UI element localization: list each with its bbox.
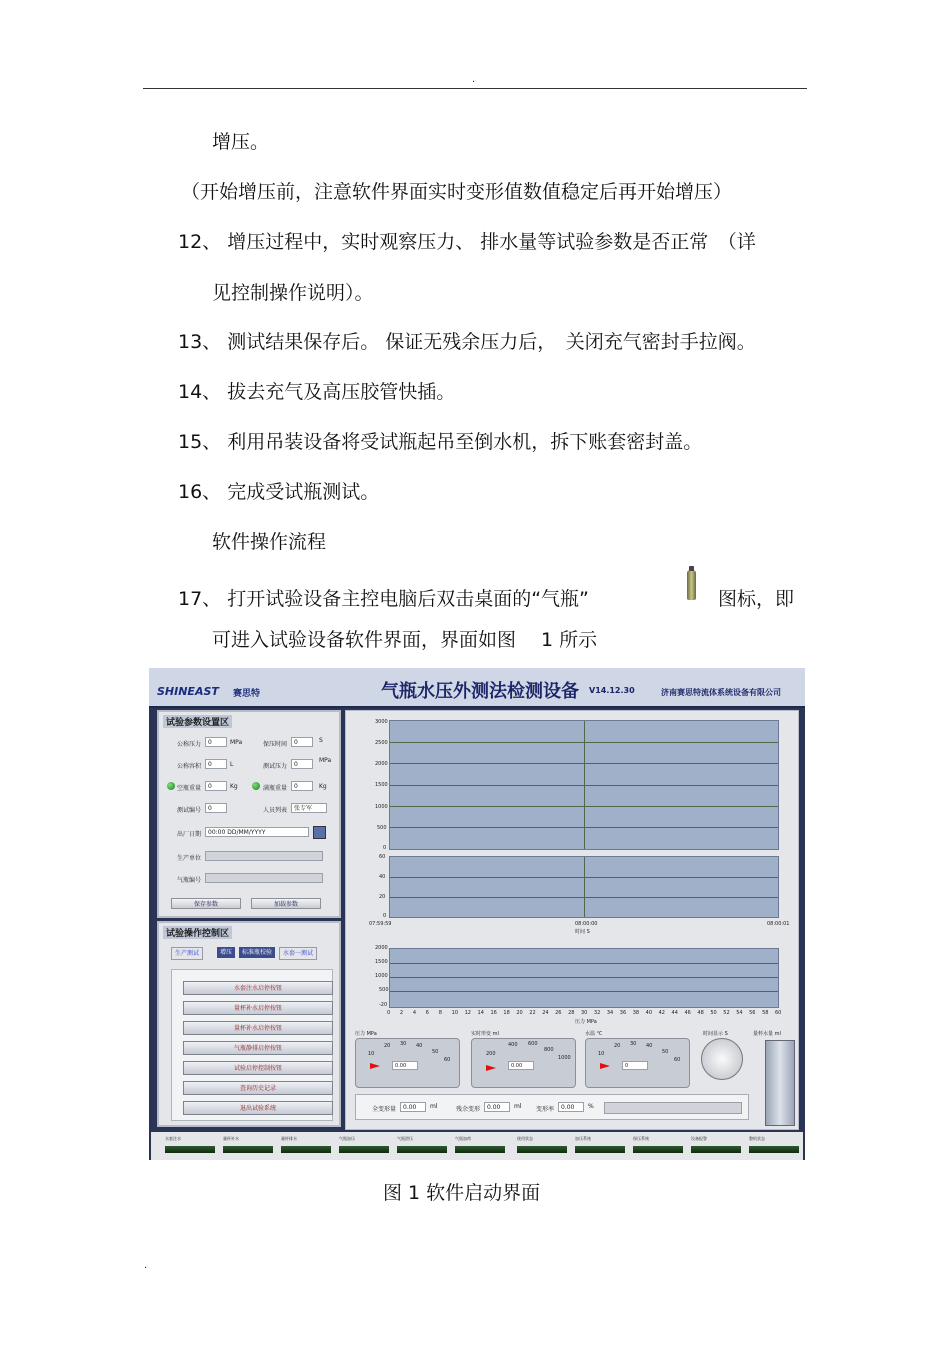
total-deform-value: 0.00 — [400, 1102, 426, 1112]
chart-3-y-tick: 2000 — [375, 945, 388, 951]
paragraph-5: 13、 测试结果保存后。 保证无残余压力后， 关闭充气密封手拉阀。 — [178, 331, 756, 353]
total-deform-label: 全变形量 — [372, 1106, 397, 1113]
maker-label: 生产单位 — [177, 855, 202, 862]
brand-logo: SHINEAST — [157, 685, 219, 698]
chart-3-x-tick: 38 — [632, 1010, 640, 1016]
status-led — [691, 1146, 741, 1153]
result-status-field — [604, 1102, 742, 1114]
status-led — [397, 1146, 447, 1153]
paragraph-2: （开始增压前，注意软件界面实时变形值数值稳定后再开始增压） — [181, 181, 733, 203]
param-panel — [157, 710, 341, 918]
paragraph-4: 见控制操作说明）。 — [212, 282, 374, 304]
chart-3-x-tick: 36 — [619, 1010, 627, 1016]
gauge-scale-label: 600 — [528, 1041, 538, 1047]
chart-1-plot — [389, 720, 779, 850]
status-label: 整机状态 — [749, 1136, 765, 1141]
paragraph-10: 可进入试验设备软件界面，界面如图 1 所示 — [212, 629, 598, 651]
gauge-scale-label: 40 — [646, 1043, 653, 1049]
hold-time-unit: S — [319, 737, 323, 744]
full-weight-led — [252, 782, 260, 790]
empty-weight-field[interactable]: 0 — [205, 781, 227, 791]
gauge-3-label: 水温 ℃ — [585, 1031, 603, 1037]
hold-time-field[interactable]: 0 — [291, 737, 313, 747]
app-header — [149, 668, 805, 708]
gauge-scale-label: 1000 — [558, 1055, 571, 1061]
brand-logo-cn: 赛思特 — [233, 689, 261, 699]
gauge-3-value: 0 — [622, 1061, 648, 1070]
chart-1-y-tick: 1500 — [375, 782, 388, 788]
chart-2-y-tick: 0 — [383, 913, 387, 919]
chart-3-x-tick: 12 — [464, 1010, 471, 1016]
chart-2-y-tick: 20 — [379, 894, 386, 900]
status-label: 气瓶加压 — [339, 1136, 355, 1141]
gauge-scale-label: 200 — [486, 1051, 496, 1057]
gauge-scale-label: 40 — [416, 1043, 423, 1049]
chart-2-y-tick: 40 — [379, 874, 386, 880]
paragraph-9-tail: 图标，即 — [718, 588, 795, 610]
app-version: V14.12.30 — [589, 686, 635, 695]
chart-3-x-tick: 18 — [503, 1010, 510, 1016]
nominal-volume-unit: L — [230, 761, 234, 768]
cup-label: 量杯水量 ml — [753, 1031, 781, 1037]
test-pressure-unit: MPa — [319, 757, 332, 764]
residual-deform-value: 0.00 — [484, 1102, 510, 1112]
status-led — [165, 1146, 215, 1153]
chart-3-x-tick: 60 — [775, 1010, 782, 1016]
gauge-scale-label: 400 — [508, 1042, 518, 1048]
timer-dial-icon — [701, 1038, 743, 1080]
empty-weight-label: 空瓶重量 — [177, 785, 202, 792]
test-pressure-field[interactable]: 0 — [291, 759, 313, 769]
gauge-scale-label: 20 — [384, 1043, 391, 1049]
chart-3-x-tick: 58 — [762, 1010, 769, 1016]
operator-label: 人员列表 — [263, 807, 288, 814]
cup-refill-button[interactable]: 量杯补水启停按钮 — [183, 1001, 333, 1015]
cylinder-no-field[interactable] — [205, 873, 323, 883]
gauge-needle — [370, 1063, 380, 1069]
gauge-1-label: 压力 MPa — [355, 1031, 377, 1037]
full-weight-unit: Kg — [319, 783, 327, 790]
test-no-field[interactable]: 0 — [205, 803, 227, 813]
tab-standard-calibration[interactable]: 标准瓶校验 — [239, 947, 275, 958]
chart-3-x-tick: 2 — [399, 1010, 404, 1016]
status-label: 量杯补水 — [223, 1136, 239, 1141]
footer-mark: . — [144, 1260, 148, 1271]
full-weight-field[interactable]: 0 — [291, 781, 313, 791]
temperature-gauge — [585, 1038, 690, 1088]
status-led — [223, 1146, 273, 1153]
gauge-scale-label: 20 — [614, 1043, 621, 1049]
residual-deform-label: 残余变形 — [456, 1106, 481, 1113]
full-weight-label: 满瓶重量 — [263, 785, 288, 792]
chart-1-y-tick: 2500 — [375, 740, 388, 746]
cup-level-tank — [765, 1040, 795, 1126]
operator-select[interactable]: 张专军 — [291, 803, 327, 813]
gauge-scale-label: 50 — [432, 1049, 439, 1055]
chart-3-gridline — [390, 963, 778, 964]
deform-rate-label: 变形率 — [536, 1106, 555, 1113]
app-title: 气瓶水压外测法检测设备 — [381, 681, 579, 702]
exit-button[interactable]: 退出试验系统 — [183, 1101, 333, 1115]
header-mark: . — [472, 74, 476, 85]
test-no-label: 测试编号 — [177, 807, 202, 814]
timer-label: 时间显示 S — [703, 1031, 728, 1037]
status-label: 设备报警 — [691, 1136, 707, 1141]
status-label: 气瓶泄压 — [397, 1136, 413, 1141]
gauge-2-value: 0.00 — [508, 1061, 534, 1070]
paragraph-6: 14、 拔去充气及高压胶管快插。 — [178, 381, 456, 403]
paragraph-7: 15、 利用吊装设备将受试瓶起吊至倒水机，拆下账套密封盖。 — [178, 431, 703, 453]
figure-caption: 图 1 软件启动界面 — [383, 1182, 541, 1204]
chart-2-plot — [389, 856, 779, 918]
chart-3-x-tick: 30 — [581, 1010, 588, 1016]
cup-refill-button-2[interactable]: 量杯补水启停按钮 — [183, 1021, 333, 1035]
gauge-scale-label: 30 — [400, 1041, 407, 1047]
nominal-pressure-label: 公称压力 — [177, 741, 202, 748]
gauge-scale-label: 10 — [598, 1051, 605, 1057]
chart-3-x-tick: 24 — [542, 1010, 549, 1016]
tab-jacket-test[interactable]: 水套一测试 — [279, 947, 317, 960]
gauge-2-label: 实时形变 ml — [471, 1031, 499, 1037]
chart-2-x-tick: 07:59:59 — [369, 921, 392, 927]
jacket-fill-button[interactable]: 水套注水启停按钮 — [183, 981, 333, 995]
chart-2-gridline — [584, 857, 585, 917]
status-label: 使用状态 — [517, 1136, 533, 1141]
residual-deform-unit: ml — [514, 1103, 522, 1110]
maker-field[interactable] — [205, 851, 323, 861]
status-led — [455, 1146, 505, 1153]
chart-3-x-tick: 26 — [555, 1010, 562, 1016]
tab-pressurize[interactable]: 增压 — [217, 947, 235, 958]
chart-3-x-tick: 54 — [736, 1010, 743, 1016]
history-button[interactable]: 查询历史记录 — [183, 1081, 333, 1095]
chart-3-x-tick: 46 — [684, 1010, 691, 1016]
chart-3-x-tick: 50 — [710, 1010, 717, 1016]
empty-weight-unit: Kg — [230, 783, 238, 790]
chart-3-x-label: 压力 MPa — [575, 1019, 597, 1025]
chart-3-y-tick: 1000 — [375, 973, 388, 979]
chart-3-y-tick: 1500 — [375, 959, 388, 965]
status-led — [749, 1146, 799, 1153]
gauge-scale-label: 60 — [674, 1057, 681, 1063]
chart-3-x-tick: 48 — [697, 1010, 704, 1016]
chart-1-y-tick: 2000 — [375, 761, 388, 767]
date-field[interactable]: 00:00 DD/MM/YYYY — [205, 827, 309, 837]
chart-2-y-tick: 60 — [379, 854, 386, 860]
hold-time-label: 保压时间 — [263, 741, 288, 748]
chart-3-x-tick: 28 — [568, 1010, 575, 1016]
chart-1-y-tick: 3000 — [375, 719, 388, 725]
chart-3-x-tick: 14 — [477, 1010, 484, 1016]
nominal-volume-field[interactable]: 0 — [205, 759, 227, 769]
chart-3-x-tick: 34 — [606, 1010, 614, 1016]
save-params-button[interactable]: 保存参数 — [171, 898, 241, 909]
chart-3-x-tick: 56 — [749, 1010, 756, 1016]
software-screenshot — [149, 668, 805, 1160]
test-control-button[interactable]: 试验启停控制按钮 — [183, 1061, 333, 1075]
status-label: 量杯排水 — [281, 1136, 297, 1141]
gauge-scale-label: 50 — [662, 1049, 669, 1055]
status-label: 水套注水 — [165, 1136, 181, 1141]
chart-3-x-tick: 40 — [645, 1010, 653, 1016]
chart-3-x-tick: 6 — [425, 1010, 429, 1016]
results-box — [355, 1094, 749, 1120]
chart-3-gridline — [390, 991, 778, 992]
status-led — [633, 1146, 683, 1153]
nominal-volume-label: 公称容积 — [177, 763, 202, 770]
deform-rate-value: 0.00 — [558, 1102, 584, 1112]
paragraph-8: 16、 完成受试瓶测试。 — [178, 481, 380, 503]
date-label: 出厂日期 — [177, 831, 202, 838]
control-panel-title: 试验操作控制区 — [163, 926, 232, 939]
status-led — [575, 1146, 625, 1153]
company-name: 济南赛思特流体系统设备有限公司 — [661, 688, 781, 697]
status-bar — [151, 1132, 803, 1160]
chart-3-x-tick: 20 — [516, 1010, 523, 1016]
gauge-scale-label: 60 — [444, 1057, 451, 1063]
chart-3-gridline — [390, 977, 778, 978]
gauge-scale-label: 800 — [544, 1047, 554, 1053]
nominal-pressure-field[interactable]: 0 — [205, 737, 227, 747]
empty-weight-led — [167, 782, 175, 790]
pressure-gauge — [355, 1038, 460, 1088]
status-label: 保压系统 — [633, 1136, 649, 1141]
status-led — [339, 1146, 389, 1153]
cylinder-drain-button[interactable]: 气瓶静排启停按钮 — [183, 1041, 333, 1055]
section-heading: 软件操作流程 — [212, 531, 327, 553]
chart-3-x-tick: 32 — [593, 1010, 601, 1016]
status-led — [281, 1146, 331, 1153]
chart-3-y-tick: -20 — [379, 1002, 388, 1008]
deformation-gauge — [471, 1038, 576, 1088]
paragraph-3: 12、 增压过程中，实时观察压力、 排水量等试验参数是否正常 （详 — [178, 231, 756, 253]
gauge-needle — [486, 1065, 496, 1071]
status-led — [517, 1146, 567, 1153]
control-panel — [157, 921, 341, 1127]
deform-rate-unit: % — [588, 1103, 594, 1110]
header-rule — [143, 88, 807, 89]
gauge-scale-label: 10 — [368, 1051, 375, 1057]
chart-1-y-tick: 500 — [377, 825, 387, 831]
chart-3-x-tick: 0 — [387, 1010, 391, 1016]
nominal-pressure-unit: MPa — [230, 739, 243, 746]
cylinder-no-label: 气瓶编号 — [177, 877, 202, 884]
gauge-scale-label: 30 — [630, 1041, 637, 1047]
chart-2-x-label: 时间 S — [575, 929, 590, 935]
chart-1-gridline — [584, 721, 585, 849]
chart-3-x-tick: 10 — [451, 1010, 459, 1016]
calendar-icon[interactable] — [313, 826, 326, 839]
test-pressure-label: 测试压力 — [263, 763, 288, 770]
chart-3-x-tick: 16 — [490, 1010, 497, 1016]
load-params-button[interactable]: 加载参数 — [251, 898, 321, 909]
chart-3-plot — [389, 948, 779, 1008]
chart-3-x-tick: 4 — [412, 1010, 417, 1016]
cylinder-icon — [687, 570, 696, 600]
chart-3-x-tick: 22 — [529, 1010, 536, 1016]
param-panel-title: 试验参数设置区 — [163, 715, 232, 728]
chart-1-y-tick: 1000 — [375, 804, 388, 810]
chart-1-y-tick: 0 — [383, 845, 387, 851]
paragraph-9: 17、 打开试验设备主控电脑后双击桌面的“气瓶” — [178, 588, 589, 610]
paragraph-1: 增压。 — [212, 131, 270, 153]
chart-2-x-tick: 08:00:00 — [575, 921, 598, 927]
status-label: 气瓶加荷 — [455, 1136, 471, 1141]
chart-3-x-tick: 44 — [671, 1010, 678, 1016]
total-deform-unit: ml — [430, 1103, 438, 1110]
chart-3-x-tick: 52 — [723, 1010, 730, 1016]
chart-3-y-tick: 500 — [379, 987, 389, 993]
chart-3-x-tick: 42 — [658, 1010, 665, 1016]
tab-production-test[interactable]: 生产测试 — [171, 947, 203, 960]
status-label: 加压系统 — [575, 1136, 591, 1141]
gauge-1-value: 0.00 — [392, 1061, 418, 1070]
gauge-needle — [600, 1063, 610, 1069]
chart-3-x-tick: 8 — [438, 1010, 442, 1016]
chart-2-x-tick: 08:00:01 — [767, 921, 790, 927]
